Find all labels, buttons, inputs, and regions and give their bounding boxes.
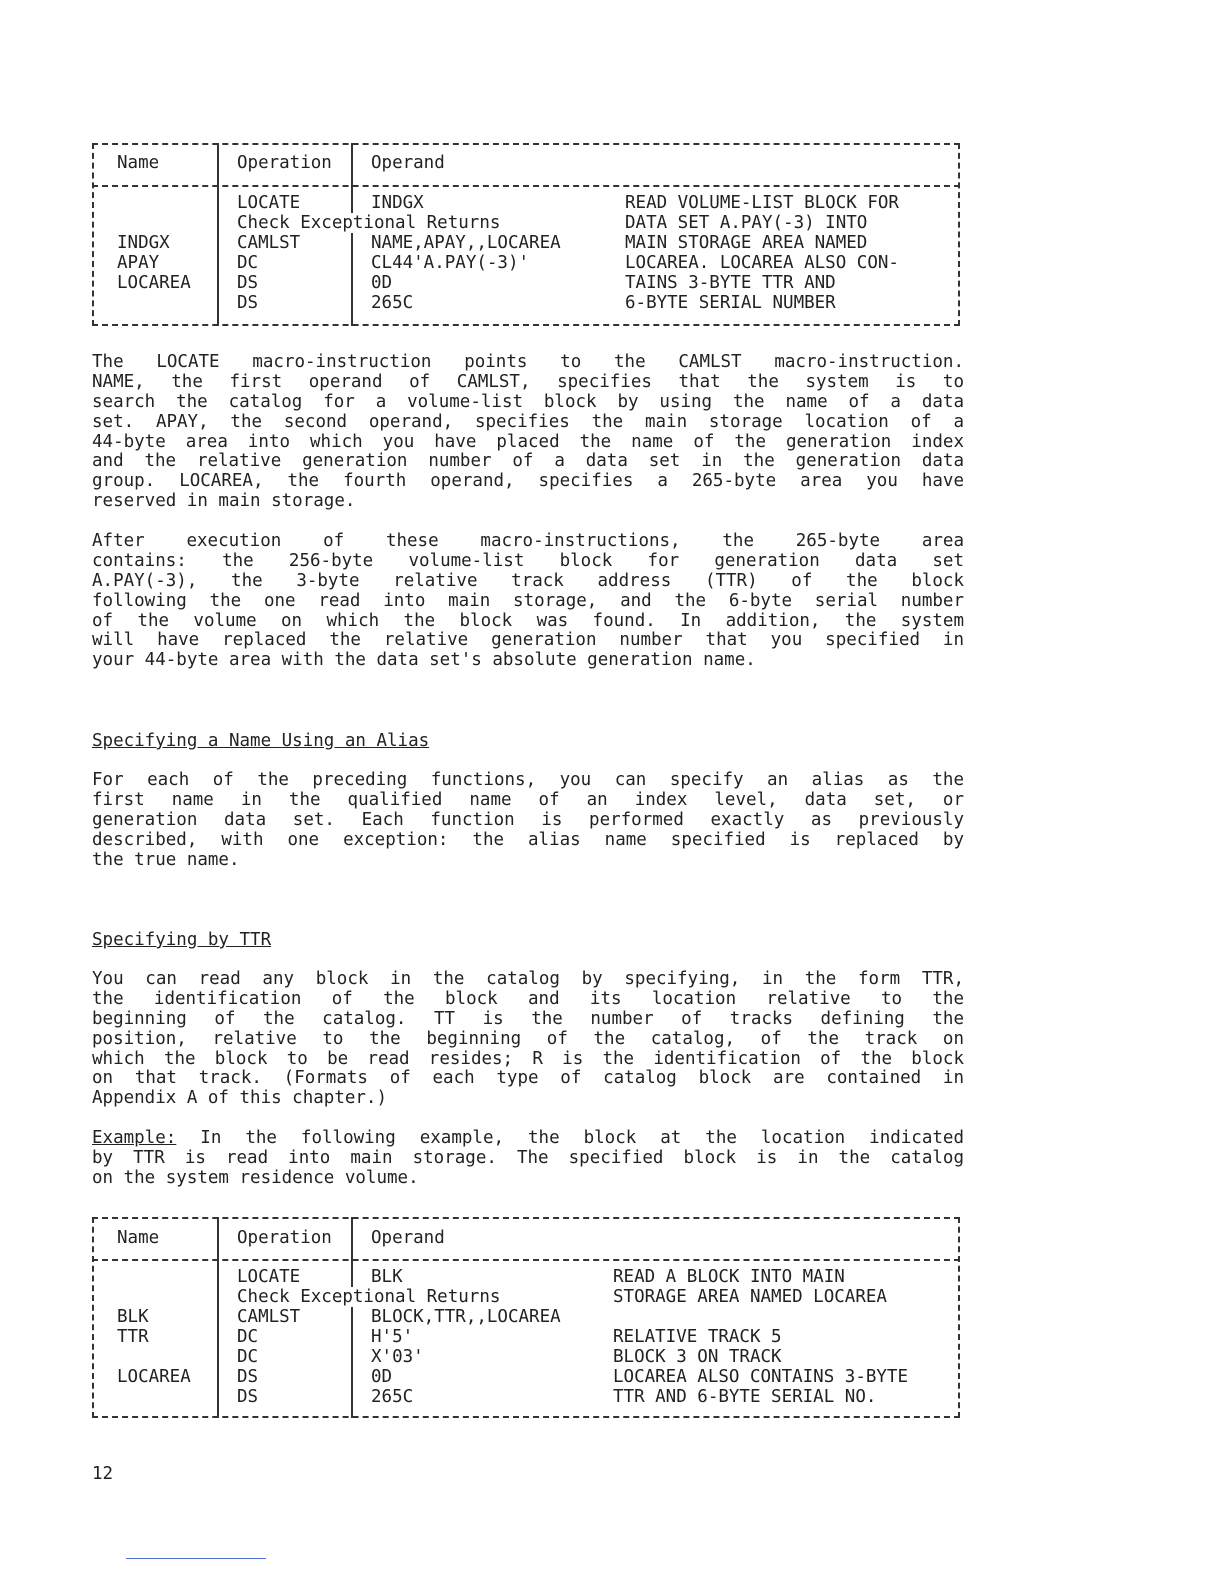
paragraph-line: set. APAY, the second operand, specifies the main storage location of a <box>92 411 964 432</box>
table-row-operation: Check Exceptional Returns <box>237 213 501 233</box>
paragraph-line: The LOCATE macro-instruction points to the CAMLST macro-instruction. <box>92 352 964 372</box>
paragraph-line: beginning of the catalog. TT is the number of tracks defining the <box>92 1008 964 1029</box>
table-1-header-rule <box>92 185 960 187</box>
table-1-header-name: Name <box>117 153 160 173</box>
paragraph-after-execution <box>92 532 964 671</box>
table-row-comment: LOCAREA ALSO CONTAINS 3-BYTE <box>613 1367 909 1387</box>
paragraph-line: For each of the preceding functions, you can specify an alias as the <box>92 770 964 790</box>
table-2-col-divider-2 <box>351 1217 353 1287</box>
paragraph-line: 44-byte area into which you have placed the name of the generation index <box>92 431 964 452</box>
table-row-name: APAY <box>117 253 160 273</box>
table-row-operation: DS <box>237 1367 259 1387</box>
table-row-name: BLK <box>117 1307 149 1327</box>
table-row-operand: 0D <box>371 1367 393 1387</box>
table-row-operand: 0D <box>371 273 393 293</box>
example-label: Example: <box>92 1128 177 1148</box>
paragraph-line: of the volume on which the block was found. In addition, the system <box>92 610 964 631</box>
table-1-col-divider-2b <box>351 233 353 326</box>
table-row-operation: CAMLST <box>237 233 301 253</box>
table-row-comment: 6-BYTE SERIAL NUMBER <box>625 293 836 313</box>
page-number: 12 <box>92 1464 114 1484</box>
table-row-comment: READ VOLUME-LIST BLOCK FOR <box>625 193 899 213</box>
table-row-comment: BLOCK 3 ON TRACK <box>613 1347 782 1367</box>
paragraph-line: which the block to be read resides; R is the identification of the block <box>92 1048 964 1069</box>
table-row-operand: 265C <box>371 293 414 313</box>
table-row-operation: DC <box>237 1327 259 1347</box>
paragraph-line: will have replaced the relative generation number that you specified in <box>92 630 964 651</box>
table-row-operation: DS <box>237 273 259 293</box>
paragraph-line: A.PAY(-3), the 3-byte relative track address (TTR) of the block <box>92 570 964 591</box>
table-1-col-divider-1 <box>217 143 219 326</box>
table-row-comment: RELATIVE TRACK 5 <box>613 1327 782 1347</box>
paragraph-ttr <box>92 970 964 1109</box>
paragraph-line: on the system residence volume. <box>92 1167 419 1188</box>
paragraph-line: reserved in main storage. <box>92 491 356 512</box>
table-row-name: TTR <box>117 1327 149 1347</box>
paragraph-line: by TTR is read into main storage. The specified block is in the catalog <box>92 1147 964 1168</box>
paragraph-line: on that track. (Formats of each type of catalog block are contained in <box>92 1068 964 1089</box>
table-row-operand: BLOCK,TTR,,LOCAREA <box>371 1307 561 1327</box>
table-row-operation: Check Exceptional Returns <box>237 1287 501 1307</box>
table-row-comment: MAIN STORAGE AREA NAMED <box>625 233 868 253</box>
table-row-name: LOCAREA <box>117 273 191 293</box>
table-2-header-operation: Operation <box>237 1228 332 1248</box>
paragraph-line: first name in the qualified name of an index level, data set, or <box>92 789 964 810</box>
paragraph-line: the true name. <box>92 849 240 870</box>
table-row-operand: 265C <box>371 1387 414 1407</box>
table-row: LOCATE <box>237 193 301 213</box>
table-row-operand: H'5' <box>371 1327 414 1347</box>
table-2-col-divider-1 <box>217 1217 219 1418</box>
paragraph-line: NAME, the first operand of CAMLST, specifies that the system is to <box>92 371 964 392</box>
table-row-comment: TAINS 3-BYTE TTR AND <box>625 273 836 293</box>
paragraph-line: group. LOCAREA, the fourth operand, specifies a 265-byte area you have <box>92 471 964 492</box>
paragraph-locate-description <box>92 353 964 512</box>
table-2-header-operand: Operand <box>371 1228 445 1248</box>
paragraph-line: Example: In the following example, the block at the location indicated <box>92 1128 964 1148</box>
table-row-operation: CAMLST <box>237 1307 301 1327</box>
paragraph-line: position, relative to the beginning of the catalog, of the track on <box>92 1028 964 1049</box>
paragraph-line: and the relative generation number of a data set in the generation data <box>92 451 964 472</box>
paragraph-line: described, with one exception: the alias name specified is replaced by <box>92 829 964 850</box>
paragraph-line: generation data set. Each function is performed exactly as previously <box>92 809 964 830</box>
table-row-operation: DC <box>237 253 259 273</box>
table-row-comment: LOCAREA. LOCAREA ALSO CON- <box>625 253 899 273</box>
table-row-comment: TTR AND 6-BYTE SERIAL NO. <box>613 1387 877 1407</box>
table-2-header-name: Name <box>117 1228 160 1248</box>
paragraph-line: Appendix A of this chapter.) <box>92 1088 388 1109</box>
footer-rule <box>126 1558 266 1559</box>
table-row-name: INDGX <box>117 233 170 253</box>
paragraph-line: following the one read into main storage, and the 6-byte serial number <box>92 590 964 611</box>
table-row-comment: DATA SET A.PAY(-3) INTO <box>625 213 868 233</box>
table-1-col-divider-2c <box>351 185 353 213</box>
table-row-comment: READ A BLOCK INTO MAIN <box>613 1267 845 1287</box>
section-heading-alias: Specifying a Name Using an Alias <box>92 731 430 751</box>
table-row-comment: STORAGE AREA NAMED LOCAREA <box>613 1287 887 1307</box>
table-row-operand: X'03' <box>371 1347 424 1367</box>
paragraph-line: search the catalog for a volume-list block by using the name of a data <box>92 391 964 412</box>
table-2-col-divider-2b <box>351 1307 353 1418</box>
paragraph-line: contains: the 256-byte volume-list block for generation data set <box>92 550 964 571</box>
table-1-header-operand: Operand <box>371 153 445 173</box>
paragraph-line: After execution of these macro-instructions, the 265-byte area <box>92 531 964 551</box>
table-2-header-rule <box>92 1259 960 1261</box>
table-row-name: LOCAREA <box>117 1367 191 1387</box>
table-row-operation: DS <box>237 293 259 313</box>
table-row-operand: CL44'A.PAY(-3)' <box>371 253 530 273</box>
paragraph-alias <box>92 771 964 870</box>
table-1-col-divider-2 <box>351 143 353 185</box>
paragraph-line: the identification of the block and its location relative to the <box>92 988 964 1009</box>
section-heading-ttr: Specifying by TTR <box>92 930 272 950</box>
table-row-operation: DS <box>237 1387 259 1407</box>
table-row-operand: INDGX <box>371 193 424 213</box>
paragraph-example <box>92 1129 964 1189</box>
table-row-operand: NAME,APAY,,LOCAREA <box>371 233 561 253</box>
table-1-header-operation: Operation <box>237 153 332 173</box>
table-row-operation: LOCATE <box>237 1267 301 1287</box>
paragraph-line: your 44-byte area with the data set's absolute generation name. <box>92 650 756 671</box>
table-row-operation: DC <box>237 1347 259 1367</box>
paragraph-line: You can read any block in the catalog by specifying, in the form TTR, <box>92 969 964 989</box>
table-row-operand: BLK <box>371 1267 403 1287</box>
